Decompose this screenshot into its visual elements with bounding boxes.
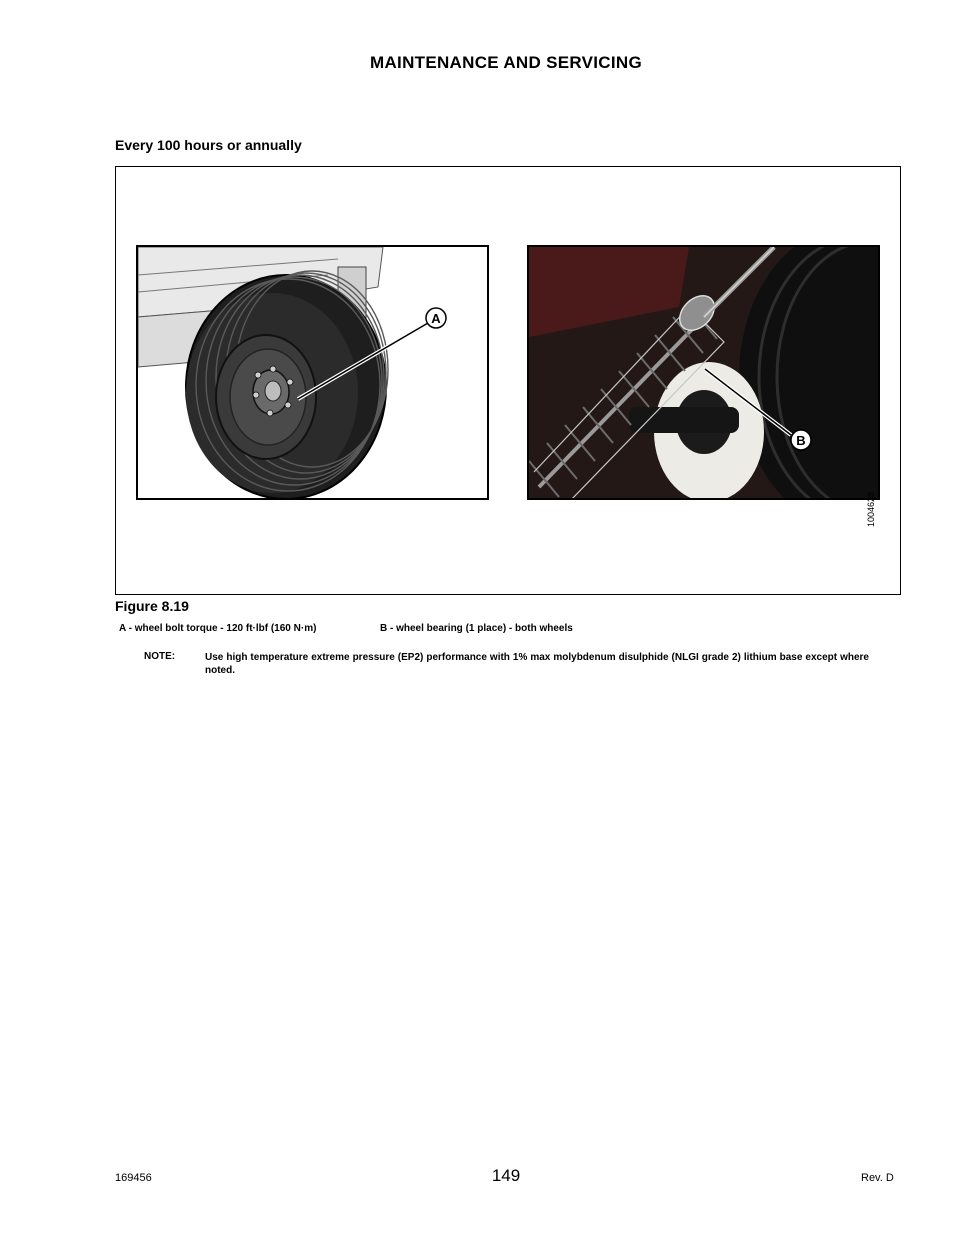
footer-revision: Rev. D [861,1172,894,1184]
legend-item-b: B - wheel bearing (1 place) - both wheels [380,623,573,634]
section-heading: Every 100 hours or annually [115,137,302,153]
legend-item-a: A - wheel bolt torque - 120 ft·lbf (160 N·m) [119,623,317,634]
note-text: Use high temperature extreme pressure (EP2) performance with 1% max molybdenum disulphide (NLGI grade 2) lithium base except where noted. [205,652,869,676]
bearing-photo [527,245,880,500]
figure-id-label: 1004628 [866,491,876,527]
figure-caption: Figure 8.19 [115,598,189,614]
figure-frame [115,166,901,595]
footer-page-number: 149 [491,1166,521,1185]
page-header-title: MAINTENANCE AND SERVICING [370,53,642,72]
footer-doc-number: 169456 [115,1172,152,1184]
svg-text:B: B [796,433,806,448]
wheel-illustration [136,245,489,500]
svg-text:A: A [431,311,441,326]
note-label: NOTE: [144,651,176,662]
